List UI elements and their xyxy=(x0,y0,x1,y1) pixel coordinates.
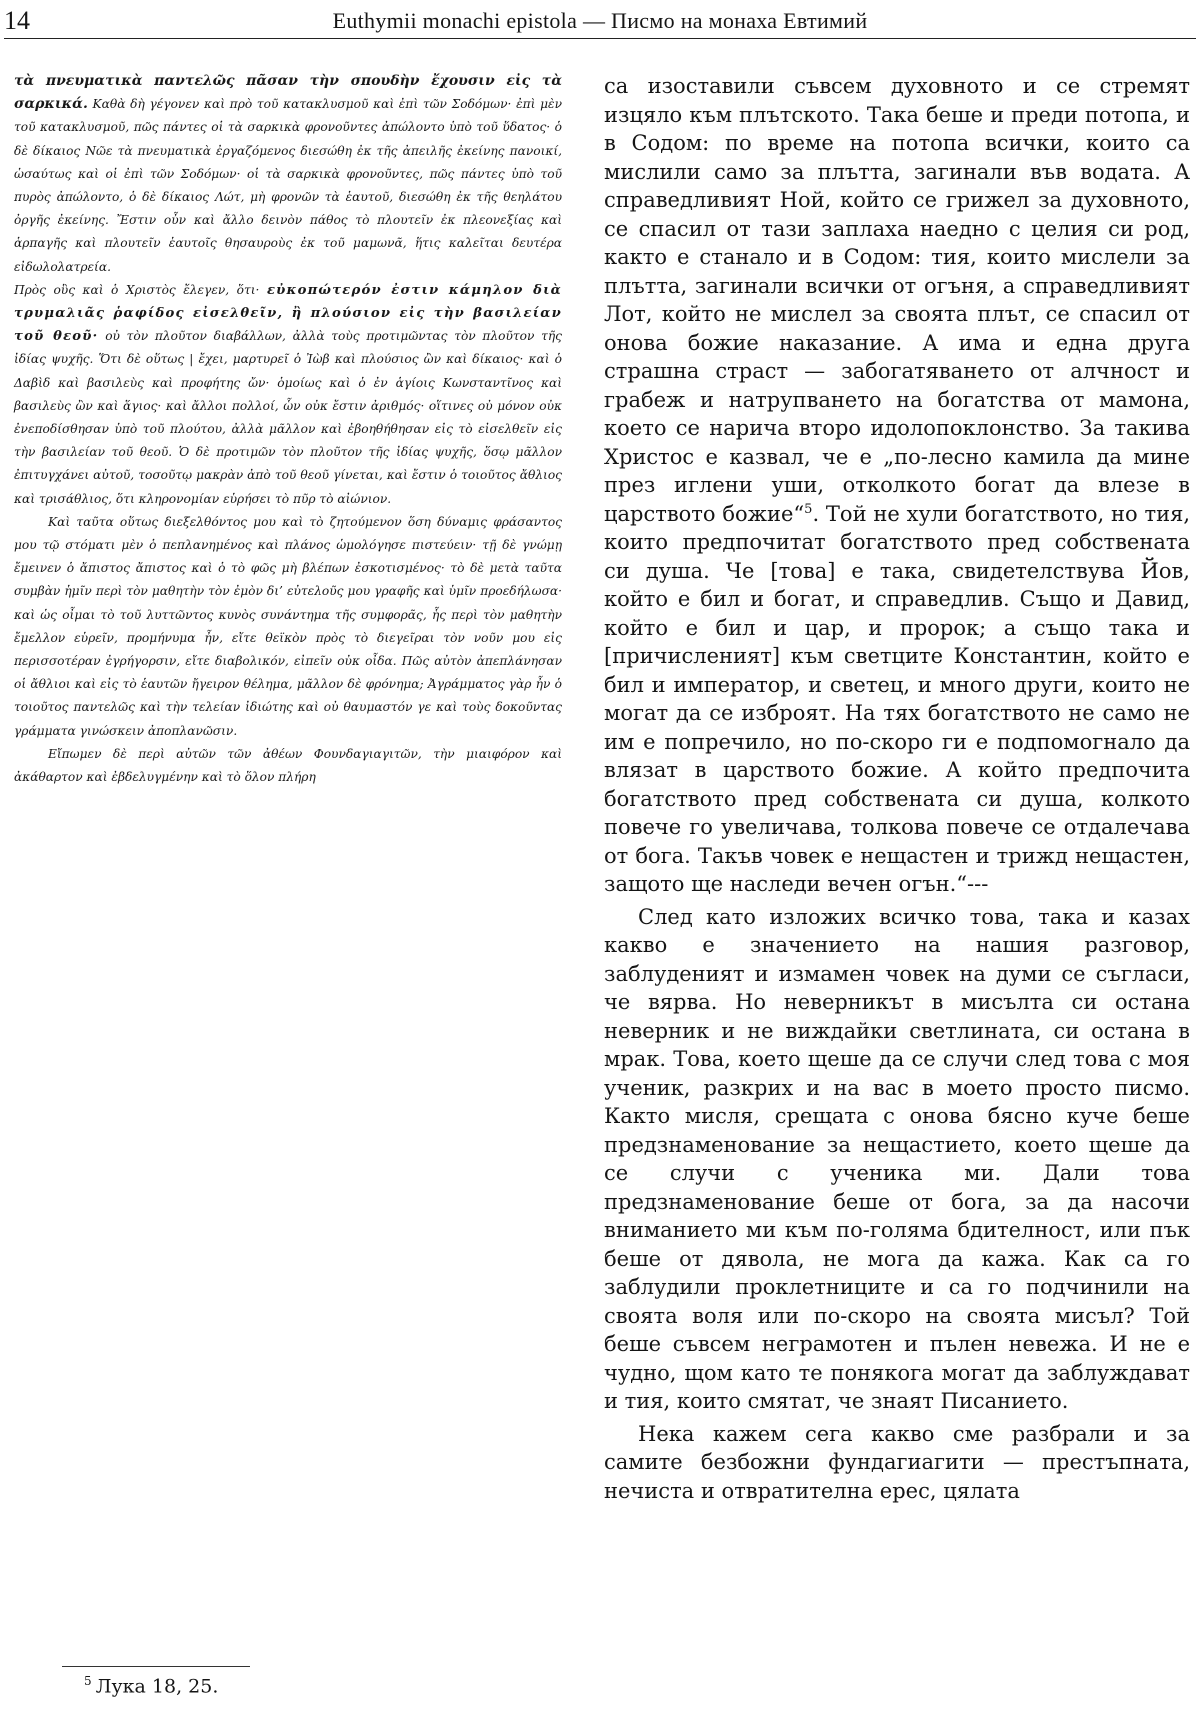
page-number: 14 xyxy=(4,6,30,35)
greek-text-2-rest: οὐ τὸν πλοῦτον διαβάλλων, ἀλλὰ τοὺς προτιμῶντας τὸν πλοῦτον τῆς ἰδίας ψυχῆς. Ὅτι δὲ οὕτως | ἔχει, μαρτυρεῖ ὁ Ἰὼβ καὶ πλούσιος ὢν καὶ δίκαιος· καὶ ὁ Δαβὶδ καὶ βασιλεὺς καὶ προφήτης ὤν· ὁμοίως καὶ ὁ ἐν ἁγίοις Κωνσταντῖνος καὶ βασιλεὺς ὢν καὶ ἅγιος· καὶ ἄλλοι πολλοί, ὧν οὐκ ἔστιν ἀριθμός· οἵτινες οὐ μόνον οὐκ ἐνεποδίσθησαν ὑπὸ τοῦ πλούτου, ἀλλὰ μᾶλλον καὶ ἐβοηθήθησαν εἰς τὸ εἰσελθεῖν εἰς τὴν βασιλείαν τοῦ θεοῦ. Ὁ δὲ προτιμῶν τὸν πλοῦτον τῆς ἰδίας ψυχῆς, ὅσῳ μᾶλλον ἐπιτυγχάνει αὐτοῦ, τοσοῦτῳ μακρὰν ἀπὸ τοῦ θεοῦ γίνεται, καὶ ἔστιν ὁ τοιοῦτος ἄθλιος καὶ τρισάθλιος, ὅτι κληρονομίαν εὑρήσει τὸ πῦρ τὸ αἰώνιον. xyxy=(14,329,563,506)
greek-scripture-quote: εὐκοπώτερόν ἐστιν κάμηλον διὰ τρυμαλιᾶς ῥαφίδος εἰσελθεῖν, ἢ πλούσιον εἰς τὴν βασιλείαν τοῦ θεοῦ· xyxy=(14,282,563,345)
bulgarian-text-column xyxy=(604,72,1190,1505)
bulgarian-paragraph-1 xyxy=(604,72,1190,899)
bulgarian-paragraph-3: Нека кажем сега какво сме разбрали и за самите безбожни фундагиагити — престъпната, нечиста и отвратителна ерес, цялата xyxy=(604,1421,1190,1503)
header-rule xyxy=(4,38,1196,39)
greek-paragraph-4: Εἴπωμεν δὲ περὶ αὐτῶν τῶν ἀθέων Φουνδαγιαγιτῶν, τὴν μιαιφόρον καὶ ἀκάθαρτον καὶ ἐβδελυγμένην καὶ τὸ ὅλον πλήρη xyxy=(14,746,562,785)
greek-paragraph-3: Καὶ ταῦτα οὕτως διεξελθόντος μου καὶ τὸ ζητούμενον ὅση δύναμις φράσαντος μου τῷ στόματι μὲν ὁ πεπλανημένος καὶ πλάνος ὡμολόγησε πιστεύειν· τῇ δὲ γνώμῃ ἔμεινεν ὁ ἄπιστος ἄπιστος καὶ ὁ τὸ φῶς μὴ βλέπων ἐσκοτισμένος· τὸ δὲ μετὰ ταῦτα συμβὰν ἡμῖν περὶ τὸν μαθητὴν τὸν ἐμὸν δι’ εὐτελοῦς μου γραφῆς καὶ ὑμῖν προεδήλωσα· καὶ ὡς οἶμαι τὸ τοῦ λυττῶντος κυνὸς συνάντημα τῆς συμφορᾶς, ἧς περὶ τὸν μαθητὴν ἔμελλον εὑρεῖν, προμήνυμα ἦν, εἴτε θεϊκὸν πρὸς τὸ διεγεῖραι τὸν νοῦν μου εἰς περισσοτέραν ἐγρήγορσιν, εἴτε διαβολικόν, εἰπεῖν οὐκ οἶδα. Πῶς αὐτὸν ἀπεπλάνησαν οἱ ἄθλιοι καὶ εἰς τὸ ἑαυτῶν ἤγειρον θέλημα, μᾶλλον δὲ φρόνημα; Ἀγράμματος γὰρ ἦν ὁ τοιοῦτος παντελῶς καὶ τὴν τελείαν ἰδιώτης καὶ οὐ θαυμαστόν γε καὶ τοὺς δοκοῦντας γράμματα γινώσκειν ἀποπλανῶσιν. xyxy=(14,514,562,738)
footnote-rule xyxy=(62,1666,250,1667)
greek-text-column xyxy=(14,70,562,789)
footnote xyxy=(84,1674,218,1697)
footnote-reference-mark: 5 xyxy=(804,501,813,517)
bulgarian-paragraph-2: След като изложих всичко това, така и казах какво е значението на нашия разговор, заблуденият и измамен човек на думи се съгласи, че вярва. Но неверникът в мисълта си остана неверник и не виждайки светлината, си остана в мрак. Това, което щеше да се случи след това с моя ученик, разкрих и на вас в моето просто писмо. Както мисля, срещата с онова бясно куче беше предзнаменование за нещастието, което щеше да се случи с ученика ми. Дали това предзнаменование беше от бога, за да насочи вниманието ми към по-голяма бдителност, или пък беше от дявола, не мога да кажа. Как са го заблудили проклетниците и са го подчинили на своята воля или по-скоро на своята мисъл? Той беше съвсем неграмотен и пълен невежа. И не е чудно, щом като те понякога могат да заблуждават и тия, които смятат, че знаят Писанието. xyxy=(604,904,1190,1413)
greek-text-1: Καθὰ δὴ γέγονεν καὶ πρὸ τοῦ κατακλυσμοῦ καὶ ἐπὶ τῶν Σοδόμων· ἐπὶ μὲν τοῦ κατακλυσμοῦ, πῶς πάντες οἱ τὰ σαρκικὰ φρονοῦντες ἀπώλοντο ὑπὸ τοῦ ὕδατος· ὁ δὲ δίκαιος Νῶε τὰ πνευματικὰ ἐργαζόμενος διεσώθη ἐκ τῆς ἀπειλῆς ἐκείνης πανοικί, ὡσαύτως καὶ οἱ ἐπὶ τῶν Σοδόμων· οἱ τὰ σαρκικὰ φρονοῦντες, πῶς πάντες ὑπὸ τοῦ πυρὸς ἀπώλοντο, ὁ δὲ δίκαιος Λώτ, μὴ φρονῶν τὰ ἑαυτοῦ, διεσώθη ἐκ τῆς θεηλάτου ὀργῆς ἐκείνης. Ἔστιν οὖν καὶ ἄλλο δεινὸν πάθος τὸ πλουτεῖν ἐκ πλεονεξίας καὶ ἁρπαγῆς καὶ πλουτεῖν ἑαυτοῖς θησαυροὺς ἐκ τοῦ μαμωνᾶ, ἥτις καλεῖται δευτέρα εἰδωλολατρεία. xyxy=(14,97,562,274)
bulgarian-text-1a: са изоставили съвсем духовното и се стремят изцяло към плътското. Така беше и преди потопа, и в Содом: по време на потопа всички, които са мислили само за плътта, загинали във водата. А справедливият Ной, който се грижел за духовното, се спасил от тази заплаха наедно с целия си род, както е станало и в Содом: тия, които мислели за плътта, загинали всички от огъня, а справедливият Лот, който не мислел за своята плът, се спасил от онова божие наказание. А има и една друга страшна страст — забогатяването от алчност и грабеж и натрупването на богатства от мамона, което се нарича второ идолопоклонство. За такива Христос е казвал, че е „по-лесно камила да мине през иглени уши, отколкото богат да влезе в царството божие“ xyxy=(604,74,1190,526)
greek-text-2-start: Πρὸς οὓς καὶ ὁ Χριστὸς ἔλεγεν, ὅτι· xyxy=(14,282,260,297)
greek-paragraph-1 xyxy=(14,70,562,279)
page-header xyxy=(0,4,1200,38)
running-head: Euthymii monachi epistola — Писмо на монаха Евтимий xyxy=(332,8,868,33)
footnote-text: Лука 18, 25. xyxy=(95,1675,219,1698)
greek-paragraph-2 xyxy=(14,279,562,511)
greek-lead-line: τὰ πνευματικὰ παντελῶς πᾶσαν τὴν σπουδὴν ἔχουσιν εἰς τὰ σαρκικά. xyxy=(14,73,562,113)
bulgarian-text-1b: . Той не хули богатството, но тия, които предпочитат богатството пред собствената си душа. Че [това] е така, свидетелствува Йов, който е бил и богат, и справедлив. Също и Давид, който е бил и цар, и пророк; а също така и [причисленият] към светците Константин, който е бил и император, и светец, и много други, които не могат да се изброят. На тях богатството не само не им е попречило, но по-скоро ги е подпомогнало да влязат в царството божие. А който предпочита богатството пред собствената си душа, колкото повече го увеличава, толкова повече се отдалечава от бога. Такъв човек е нещастен и трижд нещастен, защото ще наследи вечен огън.“--- xyxy=(604,501,1190,896)
footnote-number: 5 xyxy=(84,1674,92,1688)
